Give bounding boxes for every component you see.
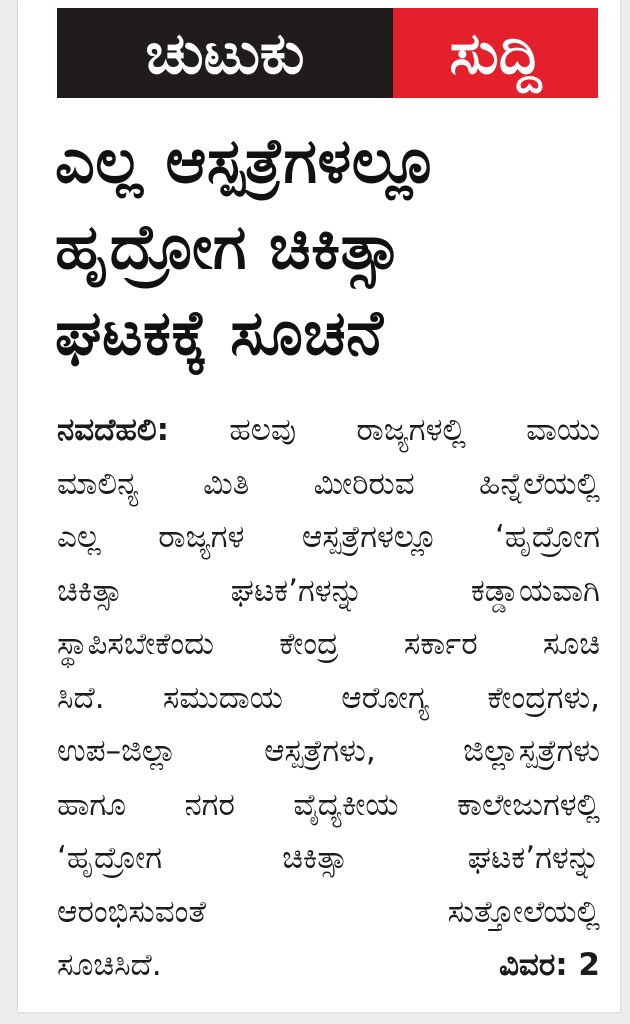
dateline: ನವದೆಹಲಿ: (57, 412, 170, 448)
body-line: ‘ಹೃದ್ರೋಗ ಚಿಕಿತ್ಸಾ ಘಟಕ’ಗಳನ್ನು (57, 840, 600, 876)
article-body (57, 404, 600, 993)
body-line-text: ಹಲವು ರಾಜ್ಯಗಳಲ್ಲಿ ವಾಯು (229, 412, 600, 448)
continued-reference: ವಿವರ: 2 (498, 947, 600, 983)
body-line: ಚಿಕಿತ್ಸಾ ಘಟಕ’ಗಳನ್ನು ಕಡ್ಡಾಯವಾಗಿ (57, 572, 600, 609)
body-line: ಆರಂಭಿಸುವಂತೆ ಸುತ್ತೋಲೆಯಲ್ಲಿ (57, 893, 600, 930)
section-banner-chutuku: ಚುಟುಕು (57, 8, 393, 98)
headline (55, 118, 603, 376)
body-line: ಉಪ–ಜಿಲ್ಲಾ ಆಸ್ಪತ್ರೆಗಳು, ಜಿಲ್ಲಾಸ್ಪತ್ರೆಗಳು (57, 733, 600, 769)
body-line: ಮಾಲಿನ್ಯ ಮಿತಿ ಮೀರಿರುವ ಹಿನ್ನೆಲೆಯಲ್ಲಿ (57, 465, 600, 502)
headline-line: ಹೃದ್ರೋಗ ಚಿಕಿತ್ಸಾ (55, 210, 402, 283)
body-line: ಹಾಗೂ ನಗರ ವೈದ್ಯಕೀಯ ಕಾಲೇಜುಗಳಲ್ಲಿ (57, 786, 600, 823)
body-line (57, 404, 600, 458)
headline-line: ಎಲ್ಲ ಆಸ್ಪತ್ರೆಗಳಲ್ಲೂ (55, 124, 440, 197)
headline-line: ಘಟಕಕ್ಕೆ ಸೂಚನೆ (55, 296, 384, 369)
body-last-line (57, 939, 600, 993)
body-line: ಸ್ಥಾಪಿಸಬೇಕೆಂದು ಕೇಂದ್ರ ಸರ್ಕಾರ ಸೂಚಿ (57, 626, 600, 662)
body-line: ಸಿದೆ. ಸಮುದಾಯ ಆರೋಗ್ಯ ಕೇಂದ್ರಗಳು, (57, 679, 600, 716)
section-banner-suddi: ಸುದ್ದಿ (393, 8, 598, 98)
body-line: ಎಲ್ಲ ರಾಜ್ಯಗಳ ಆಸ್ಪತ್ರೆಗಳಲ್ಲೂ ‘ಹೃದ್ರೋಗ (57, 519, 600, 555)
body-line-text: ಸೂಚಿಸಿದೆ. (57, 947, 162, 983)
